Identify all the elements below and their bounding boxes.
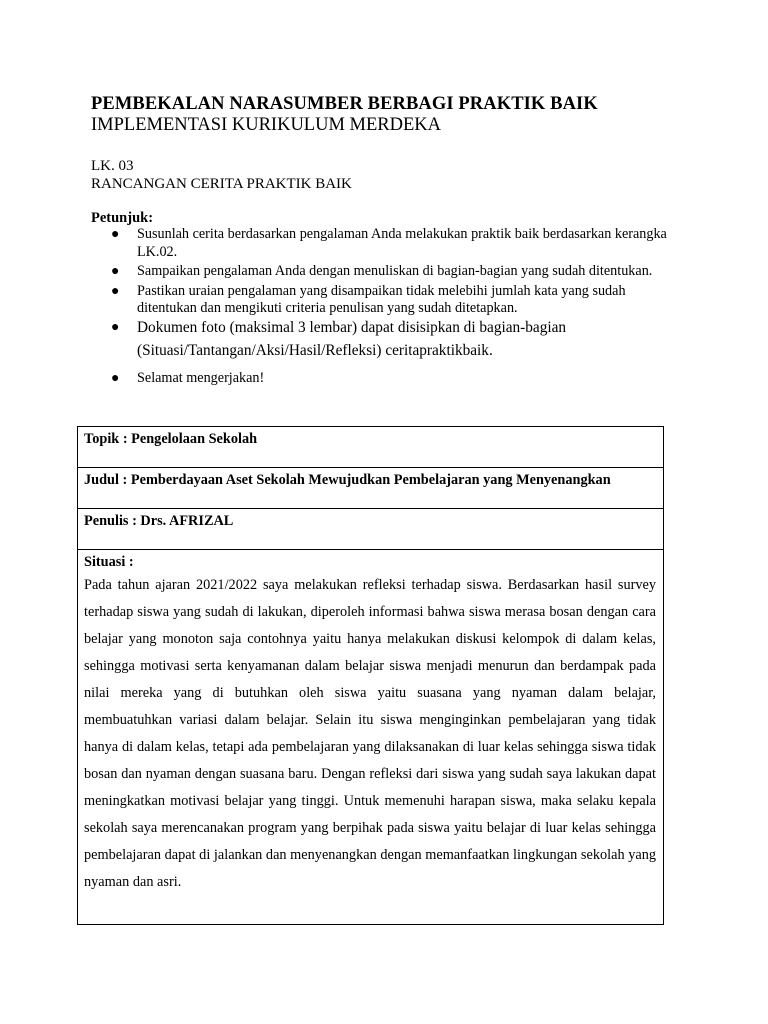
practice-form-table: [77, 426, 664, 925]
bullet-icon: ●: [111, 283, 120, 299]
situasi-text: Pada tahun ajaran 2021/2022 saya melakukan refleksi terhadap siswa. Berdasarkan hasil survey terhadap siswa yang sudah di lakukan, diperoleh informasi bahwa siswa merasa bosan dengan cara belajar yang monoton saja contohnya yaitu hanya melakukan diskusi kelompok di dalam kelas, sehingga motivasi serta kenyamanan dalam belajar siswa menjadi menurun dan berdampak pada nilai mereka yang di butuhkan oleh siswa yaitu suasana yang nyaman dalam belajar, membuatuhkan variasi dalam belajar. Selain itu siswa menginginkan pembelajaran yang tidak hanya di dalam kelas, tetapi ada pembelajaran yang dilaksanakan di luar kelas sehingga siswa tidak bosan dan nyaman dengan suasana baru. Dengan refleksi dari siswa yang sudah saya lakukan dapat meningkatkan motivasi belajar yang tinggi. Untuk memenuhi harapan siswa, maka selaku kepala sekolah saya merencanakan program yang berpihak pada siswa yaitu belajar di luar kelas sehingga pembelajaran dapat di jalankan dan menyenangkan dengan memanfaatkan lingkungan sekolah yang nyaman dan asri.: [84, 577, 656, 890]
petunjuk-title: Petunjuk:: [91, 210, 154, 226]
list-item-text: Selamat mengerjakan!: [137, 369, 265, 386]
list-item-text: Pastikan uraian pengalaman yang disampaikan tidak melebihi jumlah kata yang sudah ditentukan dan mengikuti criteria penulisan yang sudah ditetapkan.: [137, 282, 626, 316]
document-subtitle: IMPLEMENTASI KURIKULUM MERDEKA: [91, 115, 442, 135]
penulis-cell: [78, 509, 664, 550]
list-item: [108, 263, 668, 281]
list-item: [108, 370, 668, 388]
judul-cell: [78, 468, 664, 509]
situasi-label: Situasi :: [84, 554, 134, 570]
list-item: [108, 226, 668, 261]
topik-field: Topik : Pengelolaan Sekolah: [84, 431, 258, 447]
penulis-field: Penulis : Drs. AFRIZAL: [84, 513, 234, 529]
lk-name: RANCANGAN CERITA PRAKTIK BAIK: [91, 176, 352, 192]
document-title: PEMBEKALAN NARASUMBER BERBAGI PRAKTIK BAIK: [91, 94, 598, 114]
list-item: [108, 283, 668, 318]
bullet-icon: ●: [111, 370, 120, 386]
bullet-icon: ●: [111, 264, 120, 279]
situasi-cell: [78, 550, 664, 925]
list-item-text: Susunlah cerita berdasarkan pengalaman Anda melakukan praktik baik berdasarkan kerangka LK.02.: [137, 226, 667, 260]
topik-cell: [78, 427, 664, 468]
list-item: [108, 316, 668, 362]
petunjuk-list: [108, 226, 668, 387]
bullet-icon: ●: [111, 319, 120, 335]
list-item-text: Sampaikan pengalaman Anda dengan menuliskan di bagian-bagian yang sudah ditentukan.: [137, 263, 653, 279]
lk-heading: [91, 157, 352, 193]
lk-number: LK. 03: [91, 158, 134, 174]
bullet-icon: ●: [111, 227, 120, 242]
judul-field: Judul : Pemberdayaan Aset Sekolah Mewujudkan Pembelajaran yang Menyenangkan: [84, 472, 611, 488]
list-item-text: Dokumen foto (maksimal 3 lembar) dapat disisipkan di bagian-bagian (Situasi/Tantangan/Aksi/Hasil/Refleksi) ceritapraktikbaik.: [137, 318, 567, 359]
